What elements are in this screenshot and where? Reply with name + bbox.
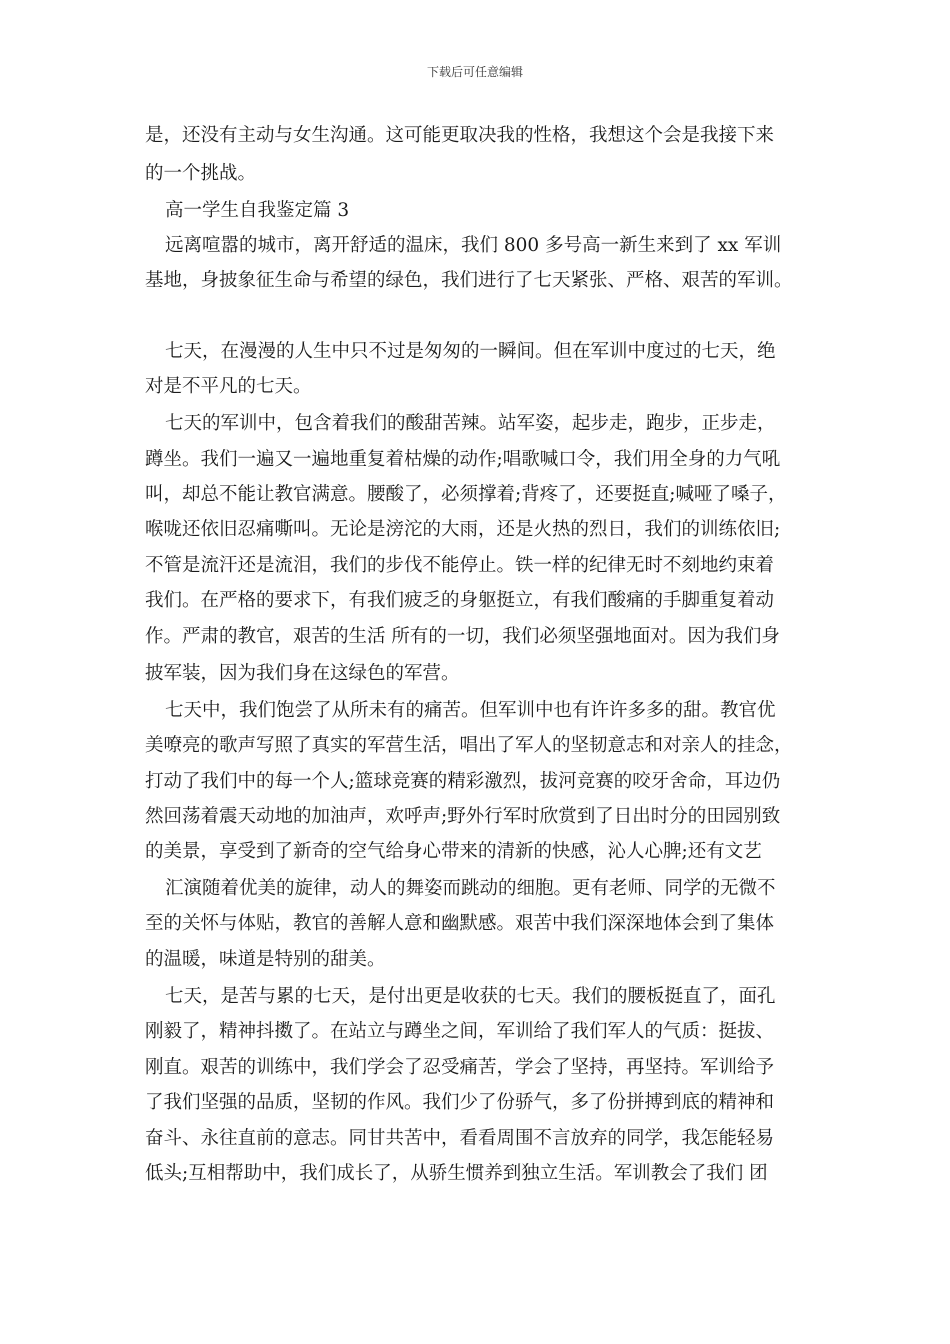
page-header: 下载后可任意编辑 (426, 65, 523, 79)
text-line: 作。严肃的教官，艰苦的生活 所有的一切，我们必须坚强地面对。因为我们身 (145, 626, 780, 647)
text-line: 奋斗、永往直前的意志。同甘共苦中，看看周围不言放弃的同学，我怎能轻易 (145, 1128, 775, 1149)
text-line: 对是不平凡的七天。 (145, 376, 312, 397)
text-line: 汇演随着优美的旋律，动人的舞姿而跳动的细胞。更有老师、同学的无微不 (165, 878, 776, 899)
text-line: 刚毅了，精神抖擞了。在站立与蹲坐之间，军训给了我们军人的气质：挺拔、 (145, 1021, 775, 1042)
text-line: 打动了我们中的每一个人;篮球竞赛的精彩激烈，拔河竞赛的咬牙舍命，耳边仍 (145, 771, 781, 792)
text-line: 七天，在漫漫的人生中只不过是匆匆的一瞬间。但在军训中度过的七天，绝 (165, 341, 776, 362)
text-line: 的美景，享受到了新奇的空气给身心带来的清新的快感，沁人心脾;还有文艺 (145, 841, 762, 862)
text-line: 七天，是苦与累的七天，是付出更是收获的七天。我们的腰板挺直了，面孔 (165, 986, 776, 1007)
text-line: 披军装，因为我们身在这绿色的军营。 (145, 663, 460, 684)
text-line: 喉咙还依旧忍痛嘶叫。无论是滂沱的大雨，还是火热的烈日，我们的训练依旧; (145, 519, 781, 540)
text-line: 至的关怀与体贴，教官的善解人意和幽默感。艰苦中我们深深地体会到了集体 (145, 913, 775, 934)
text-line: 七天中，我们饱尝了从所未有的痛苦。但军训中也有许许多多的甜。教官优 (165, 700, 776, 721)
text-line: 蹲坐。我们一遍又一遍地重复着枯燥的动作;唱歌喊口令，我们用全身的力气吼 (145, 449, 781, 470)
text-line: 然回荡着震天动地的加油声，欢呼声;野外行军时欣赏到了日出时分的田园别致 (145, 806, 781, 827)
text-line: 基地，身披象征生命与希望的绿色，我们进行了七天紧张、严格、艰苦的军训。 (145, 270, 793, 291)
text-line: 刚直。艰苦的训练中，我们学会了忍受痛苦，学会了坚持，再坚持。军训给予 (145, 1057, 775, 1078)
text-line: 叫，却总不能让教官满意。腰酸了，必须撑着;背疼了，还要挺直;喊哑了嗓子， (145, 484, 787, 505)
text-line: 美嘹亮的歌声写照了真实的军营生活，唱出了军人的坚韧意志和对亲人的挂念， (145, 735, 793, 756)
text-line: 远离喧嚣的城市，离开舒适的温床，我们 800 多号高一新生来到了 xx 军训 (165, 235, 782, 256)
section-heading: 高一学生自我鉴定篇 3 (165, 200, 350, 221)
text-line: 是，还没有主动与女生沟通。这可能更取决我的性格，我想这个会是我接下来 (145, 125, 775, 146)
text-line: 低头;互相帮助中，我们成长了，从骄生惯养到独立生活。军训教会了我们 团 (145, 1163, 768, 1184)
text-line: 了我们坚强的品质，坚韧的作风。我们少了份骄气，多了份拼搏到底的精神和 (145, 1092, 775, 1113)
text-line: 我们。在严格的要求下，有我们疲乏的身躯挺立，有我们酸痛的手脚重复着动 (145, 590, 775, 611)
text-line: 七天的军训中，包含着我们的酸甜苦辣。站军姿，起步走，跑步，正步走， (165, 413, 776, 434)
text-line: 不管是流汗还是流泪，我们的步伐不能停止。铁一样的纪律无时不刻地约束着 (145, 555, 775, 576)
text-line: 的温暖，味道是特别的甜美。 (145, 949, 386, 970)
text-line: 的一个挑战。 (145, 163, 257, 184)
